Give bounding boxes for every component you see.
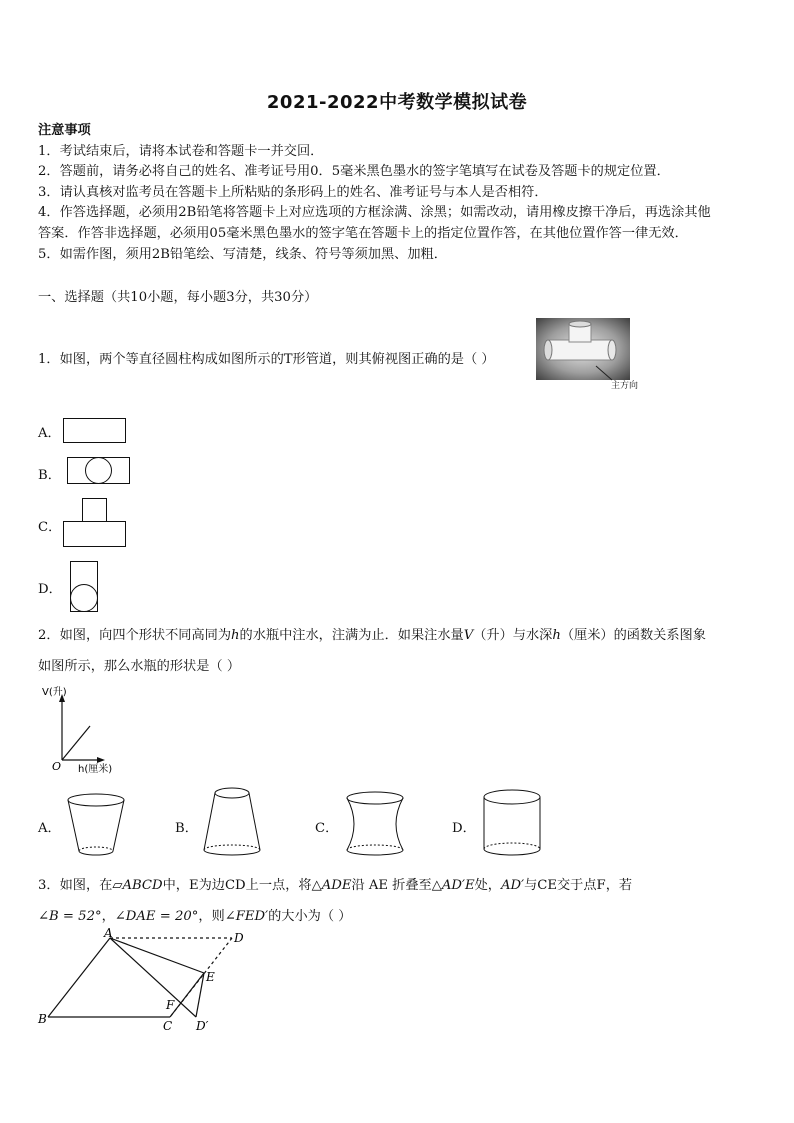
q2-option-c-figure <box>343 790 407 860</box>
q3-label-e: E <box>206 970 215 984</box>
q2-text: 2．如图，向四个形状不同高同为 <box>38 628 232 643</box>
notice-block <box>38 121 760 265</box>
q2-graph <box>38 686 138 778</box>
q1-option-b-label: B． <box>38 468 61 483</box>
q1-option-d-label: D． <box>38 582 62 597</box>
q2-graph-xlabel: h(厘米) <box>78 764 113 775</box>
q3-label-d: D <box>234 931 244 945</box>
q3-geometry-figure <box>36 926 258 1036</box>
q3-text: 沿 AE 折叠至 <box>351 878 432 893</box>
notice-heading: 注意事项 <box>38 123 91 138</box>
q2-option-b-label: B． <box>175 821 198 836</box>
q2-var-v: V <box>463 628 474 643</box>
q2-text: （厘米）的函数关系图象 <box>560 628 706 643</box>
q2-option-a-figure <box>66 793 128 859</box>
notice-item: 4．作答选择题，必须用2B铅笔将答题卡上对应选项的方框涂满、涂黑；如需改动，请用橡皮擦干净后，再选涂其他 <box>38 205 711 221</box>
q1-option-d-figure <box>70 561 100 613</box>
notice-item: 3．请认真核对监考员在答题卡上所粘贴的条形码上的姓名、准考证号与本人是否相符． <box>38 184 548 200</box>
q2-graph-ylabel: V(升) <box>42 687 67 698</box>
q3-math: AD′ <box>500 878 525 893</box>
q3-math: ∠DAE = 20° <box>114 909 199 924</box>
q2-option-d-figure <box>481 788 545 860</box>
q3-text: 3．如图，在 <box>38 878 113 893</box>
q1-option-a-figure <box>63 418 127 444</box>
q2-text: （升）与水深 <box>473 628 553 643</box>
q1-option-a-label: A． <box>38 426 61 441</box>
q3-text: 中，E为边CD上一点，将 <box>162 878 312 893</box>
q2-option-c-label: C． <box>315 821 339 836</box>
q1-option-c-figure <box>63 498 127 548</box>
q3-text: 的大小为（ ） <box>268 909 352 924</box>
q3-label-c: C <box>163 1019 173 1033</box>
section-heading: 一、选择题（共10小题，每小题3分，共30分） <box>38 290 318 305</box>
q3-math: △ADE <box>311 878 352 893</box>
q2-var-h: h <box>231 628 240 643</box>
q3-label-d-prime: D′ <box>196 1019 209 1033</box>
question-2-line-2: 如图所示，那么水瓶的形状是（ ） <box>38 659 241 674</box>
q3-text: 处， <box>474 878 501 893</box>
q3-math: ∠FED′ <box>224 909 269 924</box>
notice-item: 2．答题前，请务必将自己的姓名、准考证号用0．5毫米黑色墨水的签字笔填写在试卷及答题卡的规定位置． <box>38 164 670 180</box>
photo-label: 主方向 <box>611 381 639 391</box>
q3-math: ∠B = 52° <box>38 909 102 924</box>
question-3-line-2: ∠B = 52°，∠DAE = 20°，则∠FED′的大小为（ ） <box>38 909 352 924</box>
q2-var-h: h <box>552 628 561 643</box>
t-pipe-drawing <box>536 318 630 380</box>
question-2-line-1 <box>38 624 706 643</box>
question-3-line-1 <box>38 874 632 893</box>
q3-text: ，则 <box>198 909 225 924</box>
q2-option-d-label: D． <box>452 821 476 836</box>
q3-label-f: F <box>166 998 175 1012</box>
page-title: 2021-2022中考数学模拟试卷 <box>266 92 528 113</box>
q3-math: △AD′E <box>431 878 475 893</box>
q3-label-b: B <box>38 1012 47 1026</box>
q2-option-b-figure <box>201 786 265 858</box>
question-1-text: 1．如图，两个等直径圆柱构成如图所示的T形管道，则其俯视图正确的是（ ） <box>38 352 495 367</box>
q2-graph-origin: O <box>52 760 62 773</box>
notice-item: 答案．作答非选择题，必须用05毫米黑色墨水的签字笔在答题卡上的指定位置作答，在其他位置作答一律无效． <box>38 225 688 241</box>
q2-option-a-label: A． <box>38 821 61 836</box>
q3-label-a: A <box>104 926 113 940</box>
q2-text: 的水瓶中注水，注满为止．如果注水量 <box>239 628 464 643</box>
q1-option-b-figure <box>67 457 131 485</box>
q3-math: ▱ABCD <box>112 878 163 893</box>
q1-option-c-label: C． <box>38 520 62 535</box>
notice-item: 5．如需作图，须用2B铅笔绘、写清楚，线条、符号等须加黑、加粗． <box>38 246 447 262</box>
q3-text: 与CE交于点F，若 <box>524 878 633 893</box>
notice-item: 1．考试结束后，请将本试卷和答题卡一并交回． <box>38 143 324 159</box>
